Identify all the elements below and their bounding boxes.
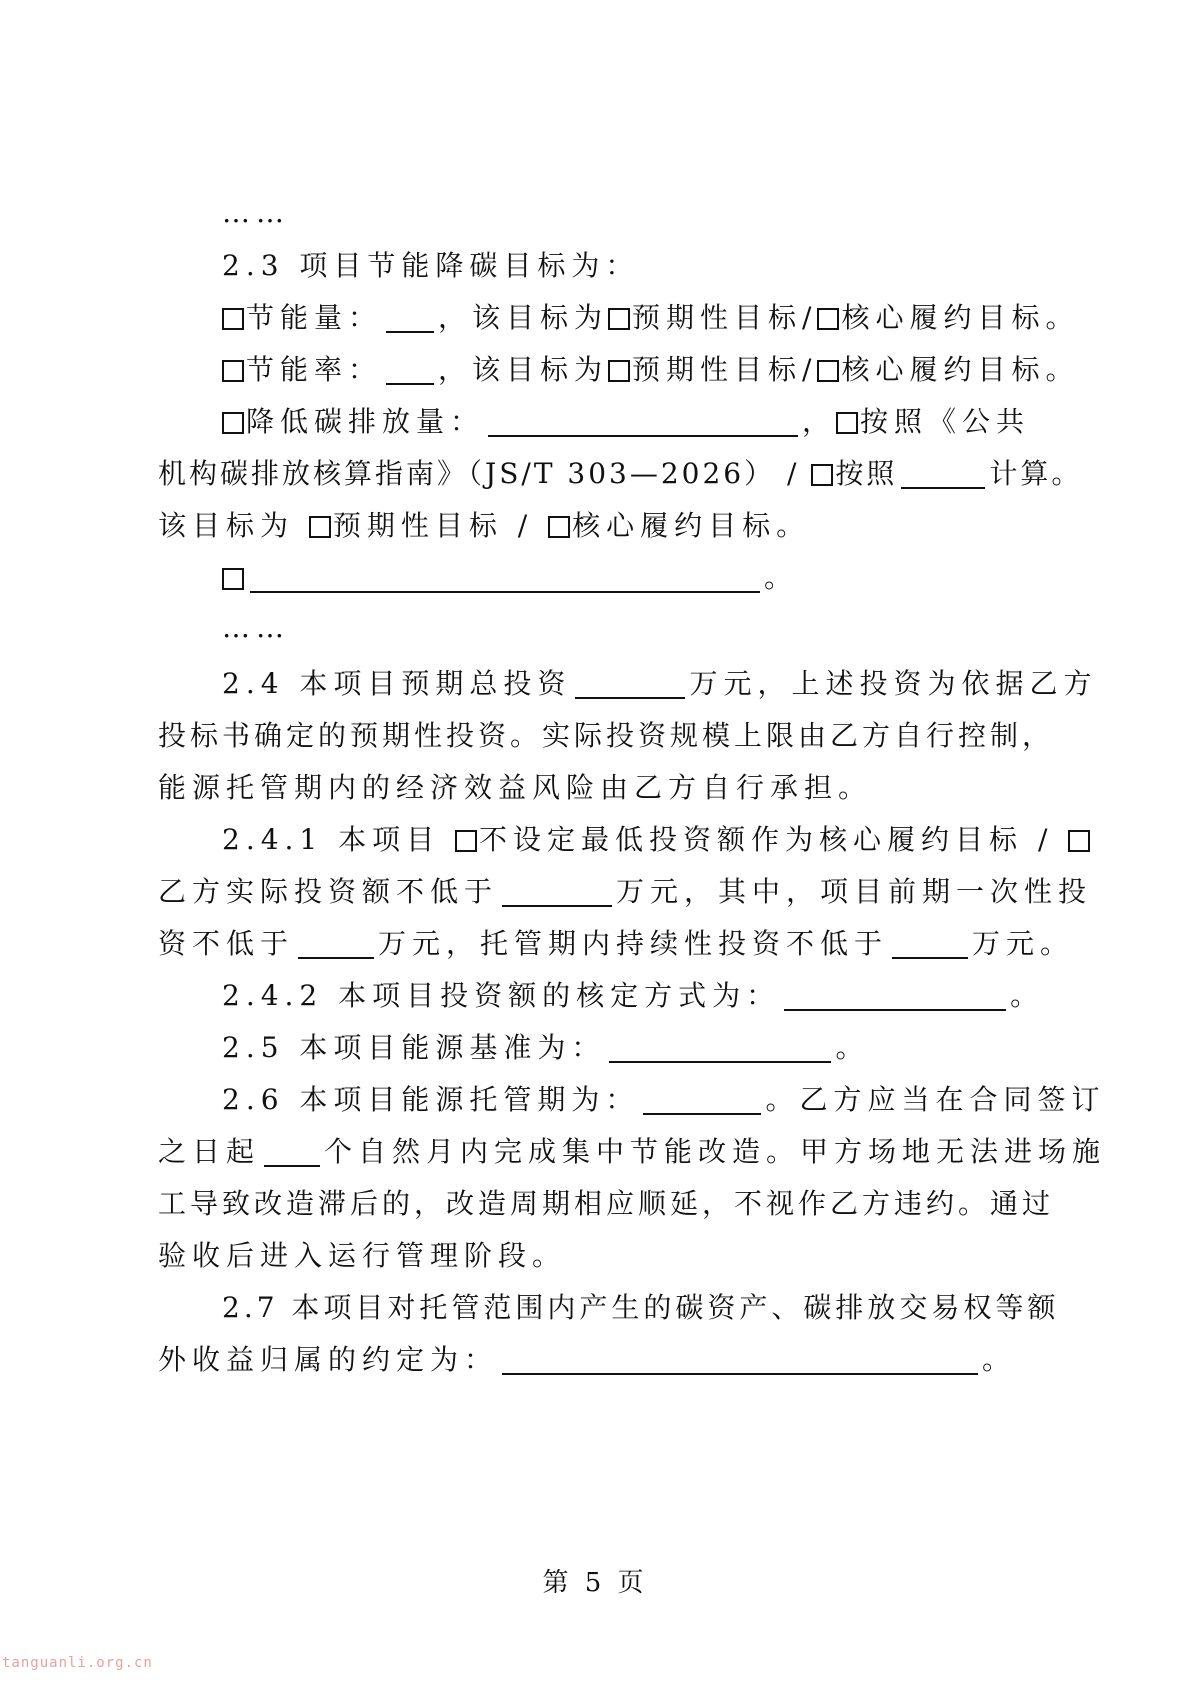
page-number: 第 5 页 <box>542 1568 648 1598</box>
section-2-4-line-1: 2.4 本项目预期总投资 万元，上述投资为依据乙方 <box>222 667 1098 700</box>
section-2-6-line-2: 之日起 个自然月内完成集中节能改造。甲方场地无法进场施 <box>158 1135 1107 1168</box>
checkbox-per-other[interactable] <box>811 464 833 486</box>
blank-initial-investment[interactable] <box>298 929 374 959</box>
target-carbon-reduction: 降低碳排放量： ， 按照《公共 <box>222 402 1048 442</box>
blank-investment-verification[interactable] <box>784 981 1006 1011</box>
section-2-7-line-2: 外收益归属的约定为： 。 <box>158 1343 1017 1376</box>
section-2-4-line-2: 投标书确定的预期性投资。实际投资规模上限由乙方自行控制， <box>158 719 1055 752</box>
watermark: tanguanli.org.cn <box>2 1655 153 1671</box>
section-2-4-1-line-3: 资不低于 万元，托管期内持续性投资不低于 万元。 <box>158 927 1075 960</box>
checkbox-carbon-reduction[interactable] <box>222 412 244 434</box>
target-energy-rate: 节能率： ，该目标为 预期性目标/ 核心履约目标。 <box>222 350 1048 390</box>
section-2-6-line-4: 验收后进入运行管理阶段。 <box>158 1239 567 1272</box>
section-2-3-title: 2.3 项目节能降碳目标为： <box>222 249 640 282</box>
section-2-4-line-3: 能源托管期内的经济效益风险由乙方自行承担。 <box>158 771 873 804</box>
checkbox-per-guideline[interactable] <box>836 412 858 434</box>
checkbox-expected-2[interactable] <box>608 360 630 382</box>
blank-extra-income[interactable] <box>502 1345 978 1375</box>
blank-total-investment[interactable] <box>575 669 685 699</box>
ellipsis-top: …… <box>222 196 290 229</box>
carbon-target-type-line: 该目标为 预期性目标 / 核心履约目标。 <box>158 509 811 542</box>
section-2-6-line-3: 工导致改造滞后的，改造周期相应顺延，不视作乙方违约。通过 <box>158 1187 1055 1220</box>
checkbox-core-2[interactable] <box>817 360 839 382</box>
blank-carbon-reduction[interactable] <box>488 407 798 437</box>
target-other: 。 <box>222 558 1048 598</box>
ellipsis-middle: …… <box>222 611 290 644</box>
blank-retrofit-months[interactable] <box>264 1137 320 1167</box>
section-2-4-2: 2.4.2 本项目投资额的核定方式为： 。 <box>222 979 1045 1012</box>
section-2-5: 2.5 本项目能源基准为： 。 <box>222 1031 870 1064</box>
checkbox-energy-rate[interactable] <box>222 360 244 382</box>
checkbox-core-3[interactable] <box>548 516 570 538</box>
blank-continuous-investment[interactable] <box>892 929 968 959</box>
checkbox-expected-3[interactable] <box>309 516 331 538</box>
checkbox-other-target[interactable] <box>222 568 244 590</box>
carbon-guideline-line: 机构碳排放核算指南》（JS/T 303—2026） / 按照 计算。 <box>158 457 1083 490</box>
blank-other-target[interactable] <box>250 563 760 593</box>
section-2-7-line-1: 2.7 本项目对托管范围内产生的碳资产、碳排放交易权等额 <box>222 1291 1060 1324</box>
section-2-4-1-line-2: 乙方实际投资额不低于 万元，其中，项目前期一次性投 <box>158 875 1093 908</box>
section-2-6-line-1: 2.6 本项目能源托管期为： 。乙方应当在合同签订 <box>222 1083 1106 1116</box>
checkbox-energy-saving[interactable] <box>222 308 244 330</box>
checkbox-min-investment[interactable] <box>1068 830 1090 852</box>
blank-energy-baseline[interactable] <box>609 1033 831 1063</box>
blank-custody-period[interactable] <box>643 1085 761 1115</box>
section-2-4-1-line-1: 2.4.1 本项目 不设定最低投资额作为核心履约目标 / <box>222 820 1048 860</box>
checkbox-expected-1[interactable] <box>608 308 630 330</box>
checkbox-no-min-investment[interactable] <box>455 830 477 852</box>
blank-energy-saving[interactable] <box>386 303 434 333</box>
blank-energy-rate[interactable] <box>386 355 434 385</box>
blank-min-investment[interactable] <box>502 877 612 907</box>
checkbox-core-1[interactable] <box>817 308 839 330</box>
target-energy-saving: 节能量： ，该目标为 预期性目标/ 核心履约目标。 <box>222 298 1048 338</box>
blank-calc-method[interactable] <box>901 459 985 489</box>
